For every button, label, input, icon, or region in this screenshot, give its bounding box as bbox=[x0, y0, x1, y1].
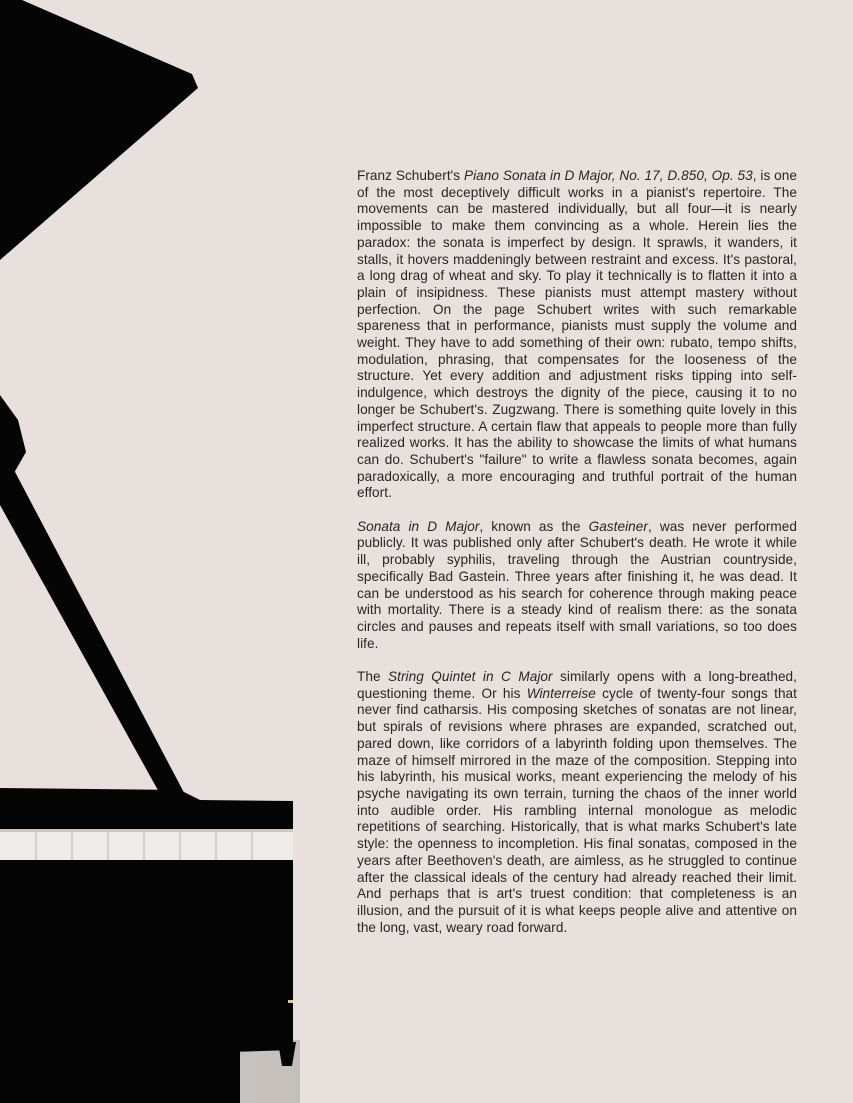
paragraph-1: Franz Schubert's Piano Sonata in D Major, No. 17, D.850, Op. 53, is one of the most deceptively difficult works in a pianist's repertoire. The movements can be mastered individually, but all four—it is nearly impossible to make them convincing as a whole. Herein lies the paradox: the sonata is imperfect by design. It sprawls, it wanders, it stalls, it hovers maddeningly between restraint and excess. It's pastoral, a long drag of wheat and sky. To play it technically is to flatten it into a plain of insipidness. These pianists must attempt mastery without perfection. On the page Schubert writes with such remarkable spareness that in performance, pianists must supply the volume and weight. They have to add something of their own: rubato, tempo shifts, modulation, phrasing, that compensates for the looseness of the structure. Yet every addition and adjustment risks tipping into self-indulgence, which destroys the dignity of the piece, causing it to no longer be Schubert's. Zugzwang. There is something quite lovely in this imperfect structure. A certain flaw that appeals to people more than fully realized works. It has the ability to showcase the limits of what humans can do. Schubert's "failure" to write a flawless sonata becomes, again paradoxically, a more encouraging and truthful portrait of the human effort. bbox=[357, 168, 797, 501]
paragraph-2: Sonata in D Major, known as the Gasteiner, was never performed publicly. It was published only after Schubert's death. He wrote it while ill, probably syphilis, traveling through the Austrian countryside, specifically Bad Gastein. Three years after finishing it, he was dead. It can be understood as his search for coherence through making peace with mortality. There is a steady kind of realism there: as the sonata circles and pauses and repeats itself with small variations, so too does life. bbox=[357, 518, 797, 651]
work-title: Sonata in D Major bbox=[357, 518, 480, 534]
work-title: Winterreise bbox=[526, 685, 596, 701]
piano-body-edge bbox=[0, 395, 26, 488]
work-title: String Quintet in C Major bbox=[388, 669, 553, 685]
work-title: Gasteiner bbox=[588, 518, 648, 534]
piano-leg-right bbox=[278, 1042, 296, 1066]
paragraph-3: The String Quintet in C Major similarly opens with a long-breathed, questioning theme. Or his Winterreise cycle of twenty-four songs that never find catharsis. His composing sketches of sonatas are not linear, but spirals of revisions where phrases are expanded, scratched out, pared down, like corridors of a labyrinth folding upon themselves. The maze of himself mirrored in the maze of the composition. Stepping into his labyrinth, his musical works, meant experiencing the melody of his psyche navigating its own terrain, turning the chaos of the inner world into audible order. His rambling internal monologue as melodic repetitions of searching. Historically, that is what marks Schubert's late style: the openness to incompletion. His final sonatas, composed in the years after Beethoven's death, are aimless, as he struggled to continue after the classical ideals of the century had already reached their limit. And perhaps that is art's truest condition: that completeness is an illusion, and the pursuit of it is what keeps people alive and attentive on the long, vast, weary road forward. bbox=[357, 669, 797, 935]
piano-case-top bbox=[0, 788, 293, 830]
piano-keyboard bbox=[0, 830, 293, 860]
grand-piano-silhouette-icon bbox=[0, 0, 300, 1103]
piano-leg-left bbox=[28, 1038, 60, 1052]
piano-lid-prop bbox=[0, 468, 190, 812]
piano-lid bbox=[0, 0, 198, 260]
work-title: Piano Sonata in D Major, No. 17, D.850, Op. 53 bbox=[463, 168, 753, 183]
piano-pedal-box bbox=[90, 1040, 240, 1103]
article-body bbox=[357, 168, 797, 953]
